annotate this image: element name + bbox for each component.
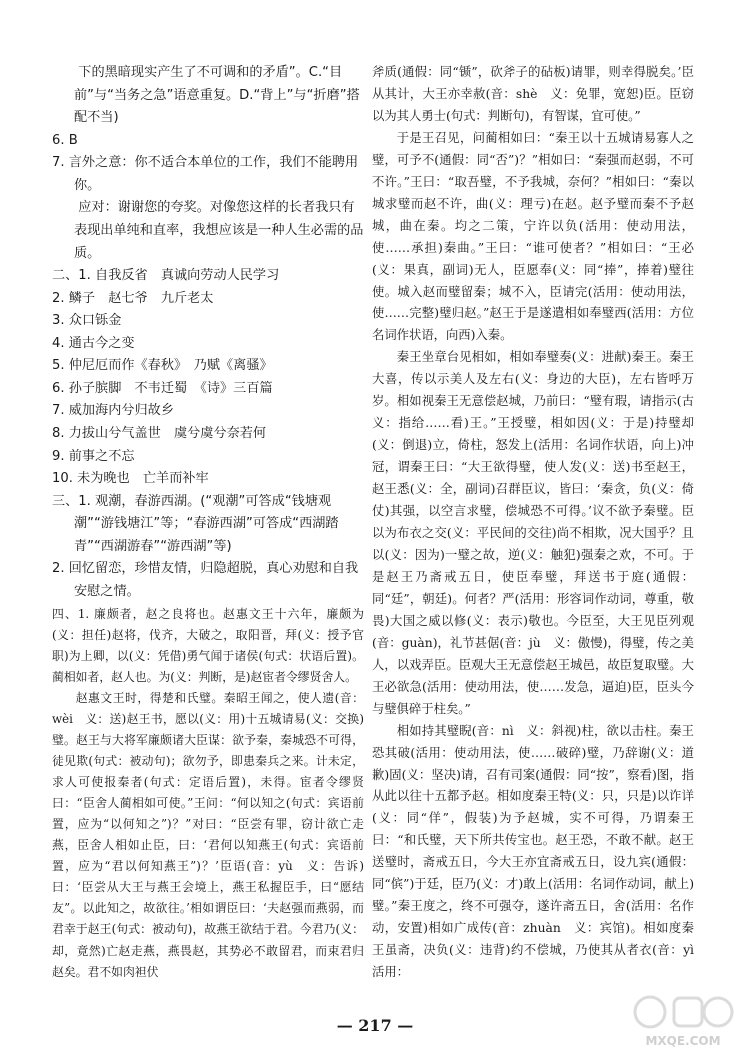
left-paragraph: 5. 仲尼厄而作《春秋》 乃赋《离骚》 [52,358,273,374]
left-paragraph: 9. 前事之不忘 [52,448,135,464]
left-paragraph: 四、1. 廉颇者，赵之良将也。赵惠文王十六年，廉颇为(义：担任)赵将，伐齐，大破之，取阳晋，拜(义：授予官职)为上卿，以(义：凭借)勇气闻于诸侯(句式：状语后置)。蔺相如者，赵人也。为(义：判断，是)赵宦者令缪贤舍人。 [52,606,364,684]
left-paragraph: 8. 力拔山兮气盖世 虞兮虞兮奈若何 [52,426,267,441]
watermark-logo [628,992,738,1050]
right-paragraph: 于是王召见，问蔺相如曰：“秦王以十五城请易寡人之璧，可予不(通假：同“否”)？”相如曰：“秦强而赵弱，不可不许。”王曰：“取吾璧，不予我城，奈何？”相如曰：“秦以城求璧而赵不许，曲(义：理亏)在赵。赵予璧而秦不予赵城，曲在秦。均之二策，宁许以负(活用：使动用法，使……承担)秦曲。”王曰：“谁可使者？”相如曰：“王必(义：果真，副词)无人，臣愿奉(义：同“捧”，捧着)璧往使。城入赵而璧留秦；城不入，臣请完(活用：使动用法，使……完整)璧归赵。”赵王于是遂遣相如奉璧西(活用：方位名词作状语，向西)入秦。 [372,130,694,343]
left-paragraph: 6. B [52,132,78,148]
left-paragraph: 7. 威加海内兮归故乡 [52,403,174,419]
right-paragraph: 相如持其璧睨(音：nì 义：斜视)柱，欲以击柱。秦王恐其破(活用：使动用法，使……破碎)璧，乃辞谢(义：道歉)固(义：坚决)请，召有司案(通假：同“按”，察看)图，指从此以往十五都予赵。相如度秦王特(义：只，只是)以诈详(义：同“佯”，假装)为予赵城，实不可得，乃谓秦王曰：“和氏璧，天下所共传宝也。赵王恐，不敢不献。赵王送璧时，斋戒五日，今大王亦宜斋戒五日，设九宾(通假：同“傧”)于廷，臣乃(义：才)敢上(活用：名词作动词，献上)璧。”秦王度之，终不可强夺，遂许斋五日，舍(活用：名作动，安置)相如广成传(音：zhuàn 义：宾馆)。相如度秦王虽斋，决负(义：违背)约不偿城，乃使其从者衣(音：yì 活用： [372,723,707,980]
right-paragraph: 秦王坐章台见相如，相如奉璧奏(义：进献)秦王。秦王大喜，传以示美人及左右(义：身边的大臣)，左右皆呼万岁。相如视秦王无意偿赵城，乃前曰：“璧有瑕，请指示(古义：指给……看)王。”王授璧，相如因(义：于是)持璧却(义：倒退)立，倚柱，怒发上(活用：名词作状语，向上)冲冠，谓秦王曰：“大王欲得璧，使人发(义：送)书至赵王，赵王悉(义：全，副词)召群臣议，皆曰：‘秦贪，负(义：倚仗)其强，以空言求璧，偿城恐不可得。’议不欲予秦璧。臣以为布衣之交(义：平民间的交往)尚不相欺，况大国乎？且以(义：因为)一璧之故，逆(义：触犯)强秦之欢，不可。于是赵王乃斋戒五日，使臣奉璧，拜送书于庭(通假：同“廷”，朝廷)。何者？严(活用：形容词作动词，尊重，敬畏)大国之威以修(义：表示)敬也。今臣至，大王见臣列观(音：guàn)，礼节甚倨(音：jù 义：傲慢)，得璧，传之美人，以戏弄臣。臣观大王无意偿赵王城邑，故臣复取璧。大王必欲急(活用：使动用法，使……发急，逼迫)臣，臣头今与璧俱碎于柱矣。” [372,350,694,716]
page-number-value: 217 [358,1016,392,1035]
right-column [372,62,707,984]
watermark-text: MXQE.COM [645,1034,721,1048]
left-paragraph: 2. 回忆留恋，珍惜友情，归隐超脱，真心劝慰和自我安慰之情。 [52,561,359,599]
left-paragraph: 下的黑暗现实产生了不可调和的矛盾”。C.“目前”与“当务之急”语意重复。D.“背上”与“折磨”搭配不当) [52,65,360,126]
left-paragraph: 2. 鳞子 赵七爷 九斤老太 [52,290,214,306]
left-paragraph: 4. 通古今之变 [52,335,135,351]
left-paragraph: 二、1. 自我反省 真诚向劳动人民学习 [52,268,280,284]
left-paragraph: 7. 言外之意：你不适合本单位的工作，我们不能聘用你。 [52,155,359,193]
left-paragraph: 三、1. 观潮，春游西湖。(“观潮”可答成“钱塘观潮”“游钱塘江”等；“春游西湖”可答成“西湖踏青”“西湖游春”“游西湖”等) [52,493,339,554]
left-paragraph: 3. 众口铄金 [52,313,122,329]
left-paragraph: 10. 未为晚也 亡羊而补牢 [52,471,209,487]
left-column [52,62,364,983]
right-paragraph: 斧质(通假：同“锧”，砍斧子的砧板)请罪，则幸得脱矣。’臣从其计，大王亦幸赦(音：shè 义：免罪，宽恕)臣。臣窃以为其人勇士(句式：判断句)，有智谋，宜可使。” [372,65,694,123]
left-paragraph: 应对：谢谢您的夸奖。对像您这样的长者我只有表现出单纯和直率，我想应该是一种人生必需的品质。 [52,200,364,261]
page-number: — 217 — [336,1016,414,1035]
left-paragraph: 赵惠文王时，得楚和氏璧。秦昭王闻之，使人遗(音：wèi 义：送)赵王书，愿以(义：用)十五城请易(义：交换)璧。赵王与大将军廉颇诸大臣谋：欲予秦，秦城恐不可得，徒见欺(句式：被动句)；欲勿予，即患秦兵之来。计未定，求人可使报秦者(句式：定语后置)，未得。宦者令缪贤曰：“臣舍人蔺相如可使。”王问：“何以知之(句式：宾语前置，应为“以何知之”)？”对曰：“臣尝有罪，窃计欲亡走燕，臣舍人相如止臣，曰：‘君何以知燕王(句式：宾语前置，应为“君以何知燕王”)？’臣语(音：yù 义：告诉)曰：‘臣尝从大王与燕王会境上，燕王私握臣手，曰“愿结友”。以此知之，故欲往。’相如谓臣曰：‘夫赵强而燕弱，而君幸于赵王(句式：被动句)，故燕王欲结于君。今君乃(义：却，竟然)亡赵走燕，燕畏赵，其势必不敢留君，而束君归赵矣。君不如肉袒伏 [52,690,364,979]
left-paragraph: 6. 孙子膑脚 不韦迁蜀 《诗》三百篇 [52,380,273,396]
